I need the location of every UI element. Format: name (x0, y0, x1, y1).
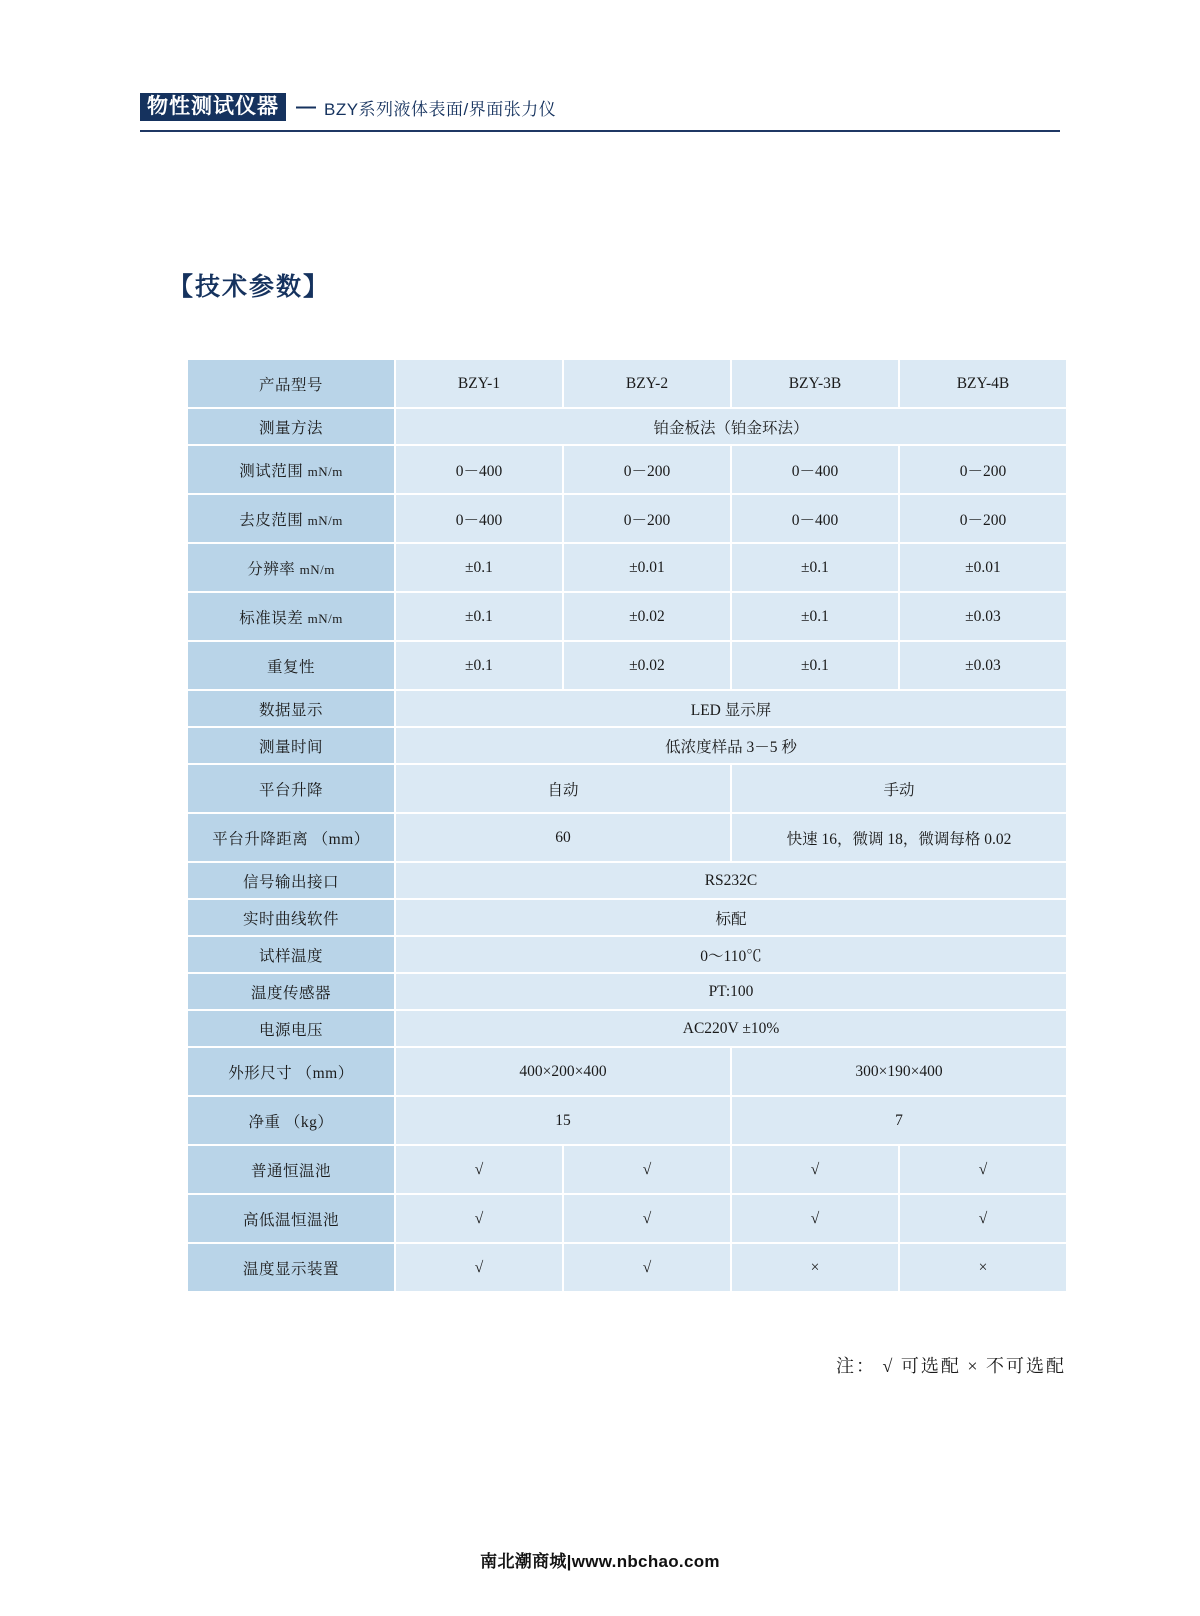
cell-bzy3b: 0－400 (731, 494, 899, 543)
cell-bzy3b: BZY-3B (731, 359, 899, 408)
table-row (187, 1010, 1067, 1047)
row-label: 重复性 (187, 641, 395, 690)
cell-bzy1: BZY-1 (395, 359, 563, 408)
row-value: RS232C (395, 862, 1067, 899)
table-row (187, 1145, 1067, 1194)
table-row (187, 445, 1067, 494)
table-row (187, 408, 1067, 445)
cell-bzy3b: ±0.1 (731, 641, 899, 690)
cell-bzy1: ±0.1 (395, 641, 563, 690)
cell-bzy4b: ±0.03 (899, 592, 1067, 641)
cell-bzy4b: √ (899, 1145, 1067, 1194)
row-unit: mN/m (307, 512, 343, 528)
row-unit: mN/m (299, 561, 335, 577)
cell-auto: 自动 (395, 764, 731, 813)
table-row (187, 899, 1067, 936)
table-row (187, 592, 1067, 641)
table-row (187, 690, 1067, 727)
cell-bzy2: √ (563, 1145, 731, 1194)
cell-bzy3b: × (731, 1243, 899, 1292)
cell-lift-distance-manual: 快速 16，微调 18，微调每格 0.02 (731, 813, 1067, 862)
cell-bzy1: 0－400 (395, 445, 563, 494)
cell-bzy2: √ (563, 1194, 731, 1243)
table-row (187, 764, 1067, 813)
cell-bzy2: ±0.01 (563, 543, 731, 592)
cell-bzy3b: 0－400 (731, 445, 899, 494)
row-label: 温度显示装置 (187, 1243, 395, 1292)
row-label: 平台升降距离 （mm） (187, 813, 395, 862)
table-row (187, 1047, 1067, 1096)
table-row (187, 359, 1067, 408)
cell-bzy1: √ (395, 1145, 563, 1194)
cell-bzy1: √ (395, 1194, 563, 1243)
cell-bzy1: ±0.1 (395, 592, 563, 641)
cell-bzy2: ±0.02 (563, 641, 731, 690)
header-dash: — (296, 95, 316, 118)
row-label: 电源电压 (187, 1010, 395, 1047)
cell-weight-2: 7 (731, 1096, 1067, 1145)
table-row (187, 973, 1067, 1010)
cell-bzy4b: BZY-4B (899, 359, 1067, 408)
cell-dimensions-1: 400×200×400 (395, 1047, 731, 1096)
page-title: 【技术参数】 (168, 273, 331, 301)
row-label: 实时曲线软件 (187, 899, 395, 936)
table-row (187, 936, 1067, 973)
row-unit: mN/m (307, 463, 343, 479)
row-label (187, 445, 395, 494)
table-note: 注： √ 可选配 × 不可选配 (835, 1356, 1066, 1376)
row-label-text: 测试范围 (239, 462, 304, 480)
row-label: 外形尺寸 （mm） (187, 1047, 395, 1096)
table-row (187, 1096, 1067, 1145)
table-row (187, 813, 1067, 862)
row-label: 信号输出接口 (187, 862, 395, 899)
cell-bzy2: ±0.02 (563, 592, 731, 641)
cell-bzy2: 0－200 (563, 494, 731, 543)
row-label-text: 分辨率 (247, 560, 296, 578)
cell-manual: 手动 (731, 764, 1067, 813)
table-row (187, 641, 1067, 690)
table-row (187, 494, 1067, 543)
specifications-table (186, 358, 1068, 1293)
cell-weight-1: 15 (395, 1096, 731, 1145)
row-label: 高低温恒温池 (187, 1194, 395, 1243)
row-value: 铂金板法（铂金环法） (395, 408, 1067, 445)
table-row (187, 862, 1067, 899)
cell-bzy4b: ±0.03 (899, 641, 1067, 690)
cell-bzy1: 0－400 (395, 494, 563, 543)
header-subtitle: BZY系列液体表面/界面张力仪 (324, 99, 557, 119)
cell-bzy2: BZY-2 (563, 359, 731, 408)
row-label: 平台升降 (187, 764, 395, 813)
row-label: 产品型号 (187, 359, 395, 408)
row-value: AC220V ±10% (395, 1010, 1067, 1047)
cell-bzy2: √ (563, 1243, 731, 1292)
table-row (187, 1194, 1067, 1243)
row-label (187, 592, 395, 641)
row-label-text: 去皮范围 (239, 511, 304, 529)
cell-bzy3b: √ (731, 1145, 899, 1194)
cell-lift-distance-auto: 60 (395, 813, 731, 862)
row-value: 0～110℃ (395, 936, 1067, 973)
row-unit: mN/m (307, 610, 343, 626)
row-label: 试样温度 (187, 936, 395, 973)
row-value: 低浓度样品 3－5 秒 (395, 727, 1067, 764)
row-label: 测量方法 (187, 408, 395, 445)
header-badge: 物性测试仪器 (140, 93, 286, 121)
row-label: 净重 （kg） (187, 1096, 395, 1145)
cell-bzy3b: √ (731, 1194, 899, 1243)
row-label (187, 494, 395, 543)
table-row (187, 727, 1067, 764)
cell-bzy1: ±0.1 (395, 543, 563, 592)
row-value: PT:100 (395, 973, 1067, 1010)
row-label (187, 543, 395, 592)
row-label-text: 标准误差 (239, 609, 304, 627)
cell-bzy3b: ±0.1 (731, 592, 899, 641)
cell-bzy3b: ±0.1 (731, 543, 899, 592)
row-value: 标配 (395, 899, 1067, 936)
row-label: 测量时间 (187, 727, 395, 764)
cell-bzy4b: × (899, 1243, 1067, 1292)
table-row (187, 543, 1067, 592)
table-row (187, 1243, 1067, 1292)
cell-bzy4b: √ (899, 1194, 1067, 1243)
cell-bzy1: √ (395, 1243, 563, 1292)
row-label: 普通恒温池 (187, 1145, 395, 1194)
cell-dimensions-2: 300×190×400 (731, 1047, 1067, 1096)
row-value: LED 显示屏 (395, 690, 1067, 727)
cell-bzy4b: 0－200 (899, 494, 1067, 543)
page-footer: 南北潮商城|www.nbchao.com (480, 1552, 720, 1571)
row-label: 数据显示 (187, 690, 395, 727)
cell-bzy2: 0－200 (563, 445, 731, 494)
cell-bzy4b: 0－200 (899, 445, 1067, 494)
page-header (140, 84, 1060, 132)
cell-bzy4b: ±0.01 (899, 543, 1067, 592)
row-label: 温度传感器 (187, 973, 395, 1010)
